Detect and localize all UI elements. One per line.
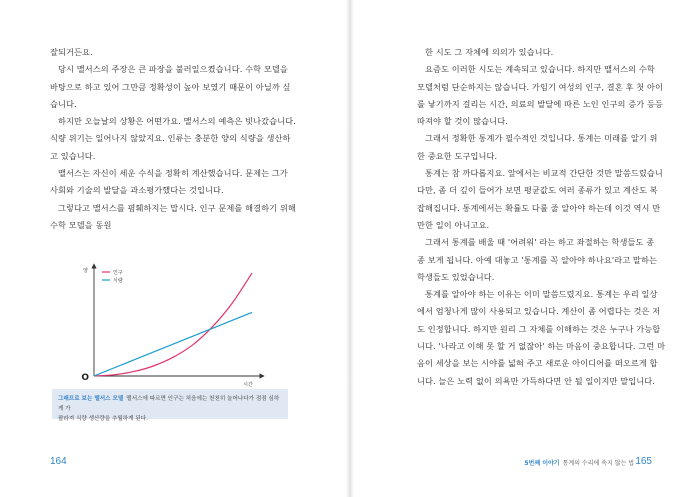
text-line: 한 중요한 도구입니다. [417,150,498,161]
text-line: 학생들도 있었습니다. [417,271,495,282]
page-number-right: 165 [635,456,652,467]
caption-title: 그래프로 보는 맬서스 모델 [58,396,124,402]
caption-body-2: 팔라져 식량 생산량을 추월하게 된다. [58,416,148,422]
legend-label: 인구 [113,270,123,276]
right-page [352,0,700,497]
caption-body-1: 맬서스에 따르면 인구는 처음에는 천천히 늘어나다가 점점 심하게 가 [58,396,280,412]
right-page-body [417,44,666,390]
running-head [524,458,634,467]
text-line: 따져야 할 것이 많습니다. [417,116,508,127]
text-line: 만한 일이 아니고요. [417,219,490,230]
series-line-population [94,273,252,376]
text-line: 식량 위기는 일어나지 않았지요. 인류는 충분한 양의 식량을 생산하 [50,133,291,144]
chart-series [94,273,252,376]
running-head-title: 통계의 수리에 속지 않는 법 [562,460,634,467]
text-line: 종 보게 됩니다. 아예 대놓고 '통계를 꼭 알아야 하나요'라고 말하는 [417,254,657,265]
text-line: 수학 모델을 동원 [50,219,112,230]
text-line: 니다. 늘은 노력 없이 의욕만 가득하다면 안 될 일이지만 말입니다. [417,375,655,386]
text-line: 음이 세상을 보는 시야를 넓혀 주고 새로운 아이디어를 떠오르게 합 [417,358,658,369]
left-page-body [50,44,295,234]
origin-label: O [81,373,89,383]
text-line: 고 있습니다. [50,150,96,161]
y-axis-label: 양 [83,268,88,274]
text-line: 맬서스는 자신이 세운 수식을 정확히 계산했습니다. 문제는 그가 [58,168,288,179]
page-number-left: 164 [50,456,67,467]
text-line: 당시 맬서스의 주장은 큰 파장을 불러일으켰습니다. 수학 모델을 [58,64,288,75]
text-line: 다만, 좀 더 깊이 들어가 보면 평균값도 여러 종류가 있고 계산도 복 [417,185,658,196]
text-line: 한 시도 그 자체에 의의가 있습니다. [425,47,554,57]
x-axis-label: 시간 [243,382,253,388]
text-line: 요즘도 이러한 시도는 계속되고 있습니다. 하지만 맬서스의 수학 [425,64,655,75]
text-line: 모델처럼 단순하지는 않습니다. 가임기 여성의 인구, 결혼 후 첫 아이 [417,81,663,92]
chart-legend [102,269,123,284]
text-line: 그렇다고 맬서스를 폄훼하지는 맙시다. 인구 문제를 해결하기 위해 [58,202,296,213]
text-line: 사회와 기술의 발달을 과소평가했다는 것입니다. [50,185,224,196]
malthus-chart [52,258,290,388]
text-line: 에서 엄청나게 많이 사용되고 있습니다. 계산이 좀 어렵다는 것은 저 [417,306,661,317]
figure-caption [52,389,288,422]
text-line: 그래서 통계를 배울 때 '어려워' 라는 하고 좌절하는 학생들도 종 [425,237,655,248]
legend-label: 식량 [113,278,123,284]
text-line: 잘되거든요. [50,47,93,57]
running-head-part: 5번째 이야기 [524,460,560,467]
series-line-food [94,312,252,376]
left-page [0,0,348,497]
text-line: 통계를 알아야 하는 이유는 이미 말씀드렸지요. 통계는 우리 일상 [425,289,658,300]
text-line: 통계는 참 까다롭지요. 앞에서는 비교적 간단한 것만 말씀드렸습니 [425,168,663,179]
text-line: 니다. '나라고 이해 못 할 거 없잖아' 하는 마음이 중요합니다. 그런 마 [417,341,666,352]
text-line: 바탕으로 하고 있어 그만큼 정확성이 높아 보였기 때문이 아닐까 싶 [50,81,291,92]
text-line: 그래서 정확한 통계가 필수적인 것입니다. 통계는 미래를 알기 위 [425,133,658,144]
text-line: 를 낳기까지 걸리는 시간, 의료의 발달에 따른 노인 인구의 증가 등등 [417,98,663,109]
text-line: 하지만 오늘날의 상황은 어떤가요. 맬서스의 예측은 빗나갔습니다. [58,116,296,127]
text-line: 습니다. [50,98,77,109]
text-line: 잡해집니다. 통계에서는 확률도 다룰 줄 알아야 하는데 이것 역시 만 [417,202,661,213]
text-line: 도 인정합니다. 하지만 원리 그 자체를 이해하는 것은 누구나 가능합 [417,323,661,334]
